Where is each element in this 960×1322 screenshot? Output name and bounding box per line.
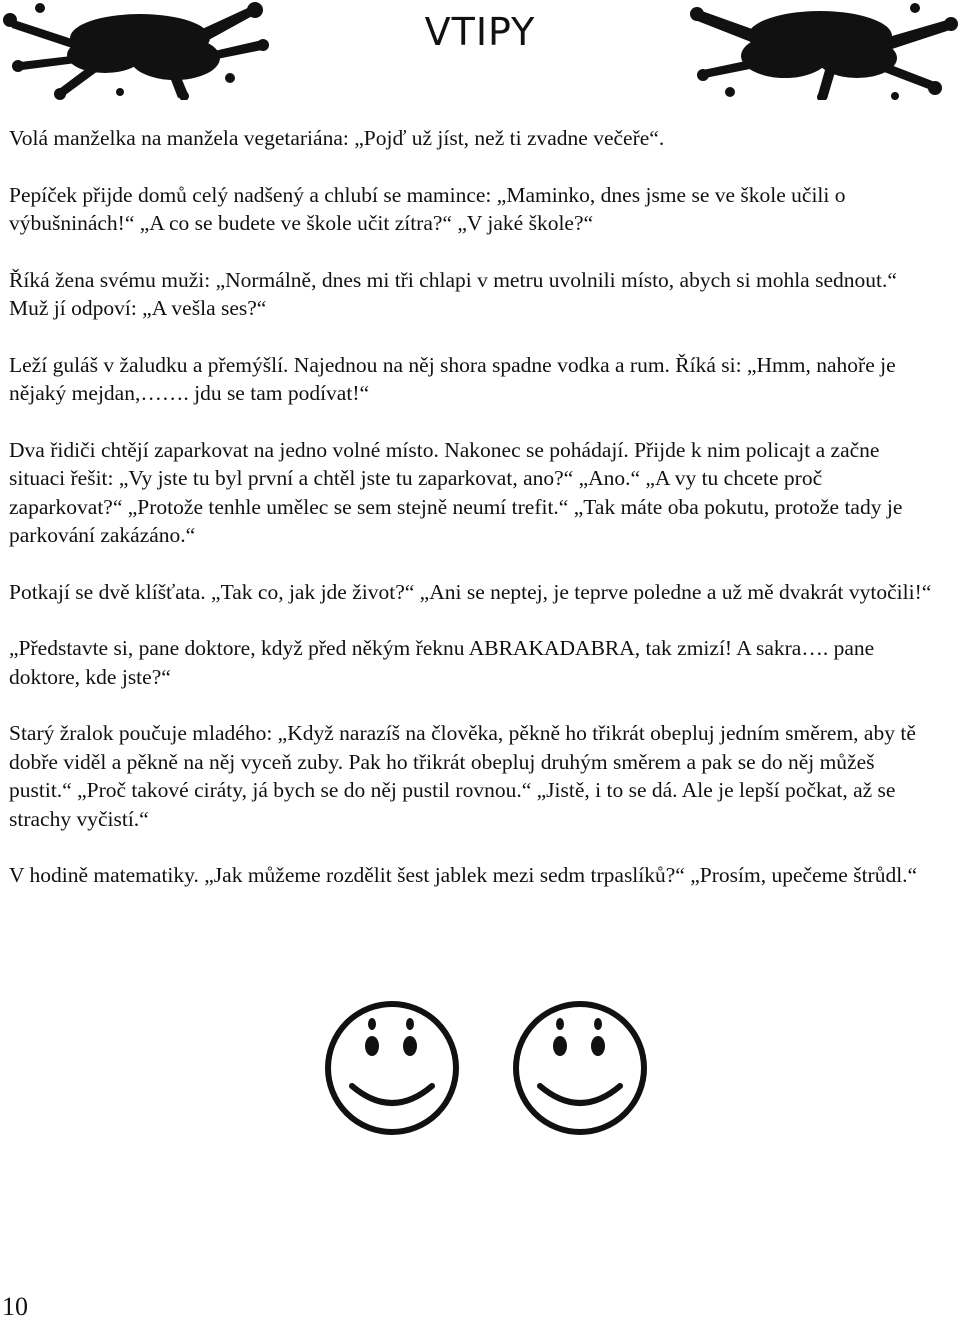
joke-paragraph: Leží guláš v žaludku a přemýšlí. Najednou na něj shora spadne vodka a rum. Říká si: „Hmm, nahoře je nějaký mejdan,……. jdu se tam podívat!“ xyxy=(9,352,896,405)
page-number: 10 xyxy=(2,1292,28,1321)
joke-paragraph: „Představte si, pane doktore, když před někým řeknu ABRAKADABRA, tak zmizí! A sakra…. pane doktore, kde jste?“ xyxy=(9,636,875,689)
smiley-face-icon xyxy=(516,1004,644,1132)
joke-paragraph: Říká žena svému muži: „Normálně, dnes mi tři chlapi v metru uvolnili místo, abych si mohla sednout.“ Muž jí odpoví: „A vešla ses?“ xyxy=(9,267,897,320)
joke-paragraph: Volá manželka na manžela vegetariána: „Pojď už jíst, než ti zvadne večeře“. xyxy=(9,126,665,150)
joke-paragraph: Dva řidiči chtějí zaparkovat na jedno volné místo. Nakonec se pohádají. Přijde k nim policajt a začne situaci řešit: „Vy jste tu byl první a chtěl jste tu zaparkovat, ano?“ „Ano.“ „A vy tu chcete proč zaparkovat?“ „Protože tenhle umělec se sem stejně neumí trefit.“ „Tak máte oba pokutu, protože tady je parkování zakázáno.“ xyxy=(9,437,903,547)
joke-paragraph: Potkají se dvě klíšťata. „Tak co, jak jde život?“ „Ani se neptej, je teprve poledne a už mě dvakrát vytočili!“ xyxy=(9,579,932,604)
page-title: VTIPY xyxy=(424,10,536,54)
jokes-list xyxy=(9,124,939,918)
joke-paragraph: Starý žralok poučuje mladého: „Když narazíš na člověka, pěkně ho třikrát obepluj jedním směrem, aby tě dobře viděl a pěkně na něj vyceň zuby. Pak ho třikrát obepluj druhým směrem a pak se do něj můžeš pustit.“ „Proč takové ciráty, já bych se do něj pustil rovnou.“ „Jistě, i to se dá. Ale je lepší počkat, až se strachy vyčistí.“ xyxy=(9,721,916,831)
joke-paragraph: Pepíček přijde domů celý nadšený a chlubí se mamince: „Maminko, dnes jsme se ve škole učili o výbušninách!“ „A co se budete ve škole učit zítra?“ „V jaké škole?“ xyxy=(9,182,846,235)
smileys xyxy=(300,998,680,1138)
joke-paragraph: V hodině matematiky. „Jak můžeme rozdělit šest jablek mezi sedm trpaslíků?“ „Prosím, upečeme štrůdl.“ xyxy=(9,863,918,887)
smiley-face-icon xyxy=(328,1004,456,1132)
